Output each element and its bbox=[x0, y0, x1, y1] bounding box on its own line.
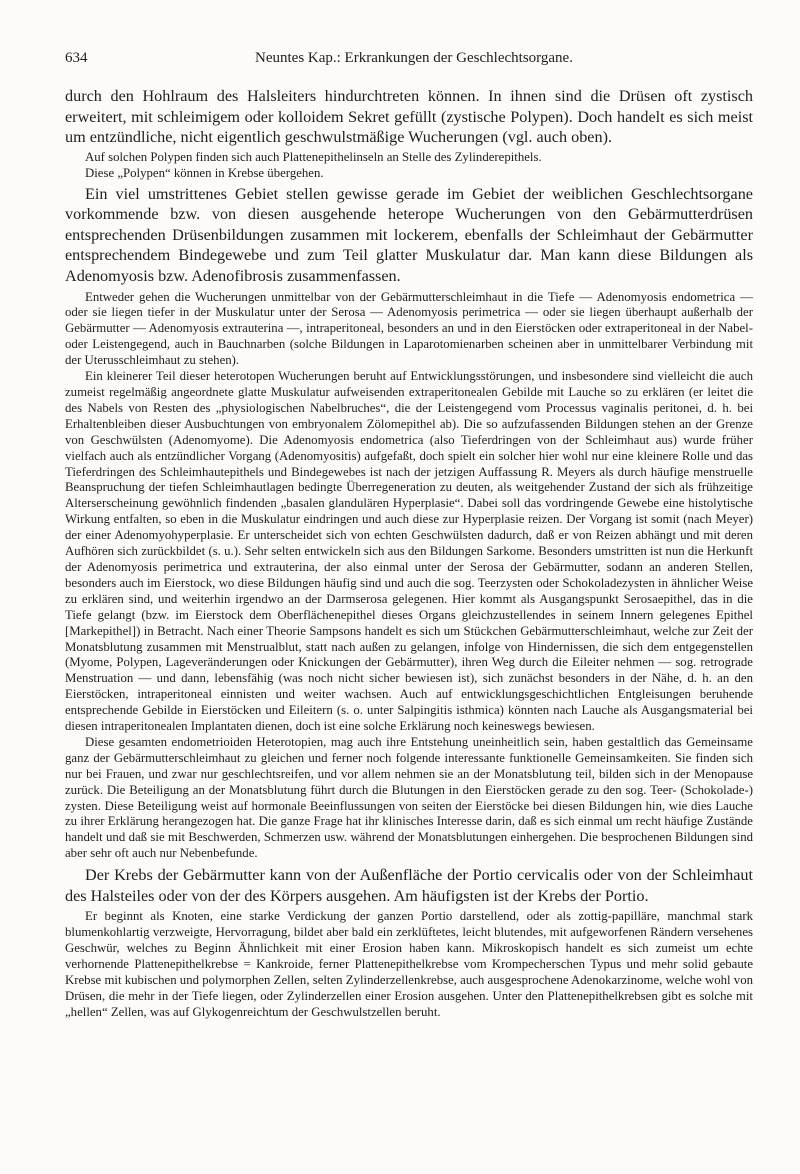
paragraph-krebs-gebaermutter: Der Krebs der Gebärmutter kann von der Außenfläche der Portio cervicalis oder von der Schleimhaut des Halsteiles oder von der des Körpers ausgehen. Am häufigsten ist der Krebs der Portio. bbox=[65, 866, 753, 905]
page-number: 634 bbox=[65, 50, 88, 66]
paragraph-heterotope-wucherungen: Ein kleinerer Teil dieser heterotopen Wucherungen beruht auf Entwicklungsstörungen, und insbesondere sind vielleicht die auch zumeist regelmäßig angeordnete glatte Muskulatur aufweisenden extraperitonealen Gebilde mit Lauche so zu erklären (er leitet die des Nabels von Resten des „physiologischen Nabelbruches“, die der Leistengegend vom Processus vaginalis peritonei, d. h. bei Erhaltenbleiben dieser Ausbuchtungen von embryonalem Zölomepithel ab). Die so aufzufassenden Bildungen stehen an der Grenze von Geschwülsten (Adenomyome). Die Adenomyosis endometrica (also Tieferdringen von der Schleimhaut aus) wurde früher vielfach auch als entzündlicher Vorgang (Adenomyositis) aufgefaßt, doch spielt ein solcher hier wohl nur eine kleinere Rolle und das Tieferdringen des Schleimhautepithels und Bindegewebes ist nach der jetzigen Auffassung R. Meyers als durch häufige menstruelle Beanspruchung der tiefen Schleimhautlagen bedingte Überregeneration zu deuten, als weitgehender Zustand der sich als frühzeitige Alterserscheinung gewöhnlich findenden „basalen glandulären Hyperplasie“. Dabei soll das vordringende Gewebe eine histolytische Wirkung entfalten, so eben in die Muskulatur eindringen und auch diese zur Hyperplasie reizen. Der Vorgang ist somit (nach Meyer) der einer Adenomyohyperplasie. Er unterscheidet sich von echten Geschwülsten dadurch, daß er von Reizen abhängt und mit deren Aufhören sich zurückbildet (s. u.). Sehr selten entwickeln sich aus den Bildungen Sarkome. Besonders umstritten ist nun die Herkunft der Adenomyosis perimetrica und extrauterina, der also einmal unter der Serosa der Gebärmutter, sodann an anderen Stellen, besonders auch im Eierstock, wo diese Bildungen häufig sind und auch die sog. Teerzysten oder Schokoladezysten in ähnlicher Weise zu erklären sind, und weiterhin irgendwo an der Darmserosa gelegenen. Hier kommt als Ausgangspunkt Serosaepithel, das in die Tiefe gelangt (bzw. im Eierstock dem Oberflächenepithel dieses Organs gleichzustellendes in seinem Innern gelegenes Epithel [Markepithel]) in Betracht. Nach einer Theorie Sampsons handelt es sich um Stückchen Gebärmutterschleimhaut, welche zur Zeit der Monatsblutung zusammen mit Menstrualblut, statt nach außen zu gelangen, infolge von Hindernissen, die sich dem entgegenstellen (Myome, Polypen, Lageveränderungen oder Knickungen der Gebärmutter), ihren Weg durch die Eileiter nehmen — sog. retrograde Menstruation — und dann, lebensfähig (was noch nicht sicher bewiesen ist), sich zunächst besonders in der Nähe, d. h. an den Eierstöcken, intraperitoneal einnisten und weiter wachsen. Auch auf entwicklungsgeschichtlichen Entgleisungen beruhende entsprechende Gebilde in Eierstöcken und Eileitern (s. o. unter Salpingitis isthmica) könnten nach Lauche als Ausgangsmaterial bei diesen intraperitonealen Implantaten dienen, doch ist eine solche Erklärung noch keineswegs bewiesen. bbox=[65, 369, 753, 734]
paragraph-plattenepithelinseln: Auf solchen Polypen finden sich auch Plattenepithelinseln an Stelle des Zylinderepithels. bbox=[85, 149, 542, 164]
running-title: Neuntes Kap.: Erkrankungen der Geschlechtsorgane. bbox=[255, 50, 573, 66]
paragraph-endometrioide-heterotopien: Diese gesamten endometrioiden Heterotopien, mag auch ihre Entstehung uneinheitlich sein, haben gestaltlich das Gemeinsame ganz der Gebärmutterschleimhaut zu gleichen und ferner noch folgende interessante funktionelle Gemeinsamkeiten. Sie finden sich nur bei Frauen, und zwar nur geschlechtsreifen, und vor allem nehmen sie an der Monatsblutung teil, bilden sich in der Menopause zurück. Die Beteiligung an der Monatsblutung führt durch die Blutungen in den Eierstöcken gerade zu den sog. Teer- (Schokolade-) zysten. Diese Beteiligung weist auf hormonale Beeinflussungen von seiten der Eierstöcke bei diesen Bildungen hin, wie dies Lauche zu ihrer Erklärung herangezogen hat. Die ganze Frage hat ihr klinisches Interesse darin, daß es sich einmal um recht häufige Zustände handelt und daß sie mit Beschwerden, Schmerzen usw. während der Monatsblutungen einhergehen. Die besprochenen Bildungen sind aber sehr oft auch nur Nebenbefunde. bbox=[65, 734, 753, 861]
paragraph-polypen-krebse: Diese „Polypen“ können in Krebse übergehen. bbox=[85, 165, 324, 180]
paragraph-polypen-text: durch den Hohlraum des Halsleiters hindurchtreten können. In ihnen sind die Drüsen oft zystisch erweitert, mit schleimigem oder kolloidem Sekret gefüllt (zystische Polypen). Doch handelt es sich meist um entzündliche, nicht eigentlich geschwulstmäßige Wucherungen (vgl. auch oben). bbox=[65, 87, 753, 147]
paragraph-adenomyosis-intro: Ein viel umstrittenes Gebiet stellen gewisse gerade im Gebiet der weiblichen Geschlechtsorgane vorkommende bzw. von diesen ausgehende heterope Wucherungen von den Gebärmutterdrüsen entsprechenden Drüsenbildungen zusammen mit lockerem, ebenfalls der Schleimhaut der Gebärmutter entsprechendem Bindegewebe und zum Teil glatter Muskulatur dar. Man kann diese Bildungen als Adenomyosis bzw. Adenofibrosis zusammenfassen. bbox=[65, 184, 753, 285]
paragraph-adenomyosis-forms: Entweder gehen die Wucherungen unmittelbar von der Gebärmutterschleimhaut in die Tiefe — Adenomyosis endometrica — oder sie liegen tiefer in der Muskulatur unter der Serosa — Adenomyosis perimetrica — oder sie liegen überhaupt außerhalb der Gebärmutter — Adenomyosis extrauterina —, intraperitoneal, besonders an und in den Eierstöcken oder extraperitoneal in der Nabel- oder Leistengegend, auch in Bauchnarben (solche Bildungen in Laparotomienarben scheinen aber in unmittelbarer Verbindung mit der Uterusschleimhaut zu stehen). bbox=[65, 289, 753, 368]
running-header bbox=[65, 50, 753, 70]
page-body bbox=[65, 86, 753, 1021]
paragraph-krebs-portio-beschreibung: Er beginnt als Knoten, eine starke Verdickung der ganzen Portio darstellend, oder als zottig-papilläre, manchmal stark blumenkohlartig verzweigte, Hervorragung, bildet aber bald ein zerklüftetes, leicht blutendes, mit aufgeworfenen Rändern versehenes Geschwür, welches zu Beginn Ähnlichkeit mit einer Erosion haben kann. Mikroskopisch handelt es sich zumeist um echte verhornende Plattenepithelkrebse = Kankroide, ferner Plattenepithelkrebse vom Krompecherschen Typus und mehr solid gebaute Krebse mit kubischen und polymorphen Zellen, selten Zylinderzellenkrebse, auch ausgesprochene Adenokarzinome, welche wohl von Drüsen, die mehr in der Tiefe liegen, oder Zylinderzellen einer Erosion ausgehen. Unter den Plattenepithelkrebsen gibt es solche mit „hellen“ Zellen, was auf Glykogenreichtum der Geschwulstzellen beruht. bbox=[65, 909, 753, 1019]
